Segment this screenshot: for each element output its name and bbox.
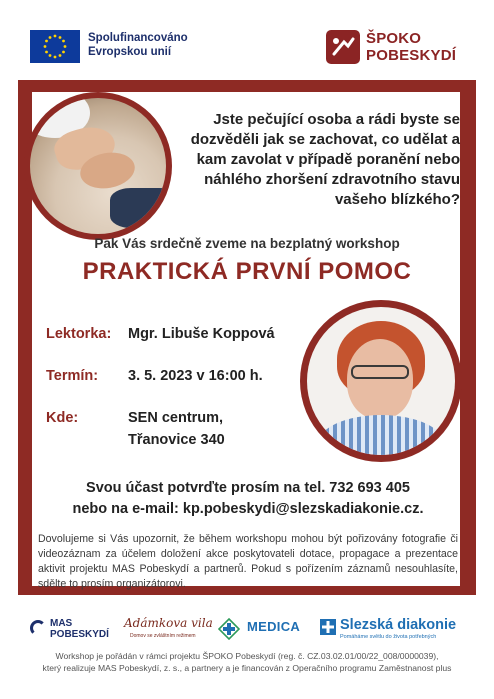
lecturer-value: Mgr. Libuše Koppová (128, 326, 275, 342)
footer-line-1: Workshop je pořádán v rámci projektu ŠPOKO Pobeskydí (reg. č. CZ.03.02.01/00/22_008/0000039), (55, 651, 439, 661)
slezska-diakonie-logo-icon (320, 619, 336, 635)
confirm-email-line: nebo na e-mail: kp.pobeskydi@slezskadiakonie.cz. (72, 501, 424, 517)
spoko-line-1: ŠPOKO (366, 30, 422, 47)
spoko-line-2: POBESKYDÍ (366, 47, 457, 64)
slezska-diakonie-logo-text: Slezská diakonie (340, 617, 457, 633)
lecturer-label: Lektorka: (46, 326, 112, 342)
eu-cofinanced-text (88, 31, 188, 59)
eu-line-1: Spolufinancováno (88, 32, 188, 44)
place-value-line-1: SEN centrum, (128, 410, 224, 426)
adamkova-vila-subtitle: Domov se zvláštním režimem (130, 633, 196, 639)
invite-line: Pak Vás srdečně zveme na bezplatný workshop (94, 236, 400, 251)
mas-line-2: POBESKYDÍ (50, 629, 109, 640)
eu-flag-icon (30, 30, 80, 63)
date-label: Termín: (46, 368, 99, 384)
confirm-contact (38, 478, 458, 520)
mas-pobeskydi-logo-icon (30, 620, 46, 636)
medica-cross-icon (218, 618, 240, 640)
recording-notice: Dovolujeme si Vás upozornit, že během workshopu mohou být pořizovány fotografie či videozáznam za účelem doložení akce poskytovateli dotace, propagace a prezentace aktivit projektu MAS Pobeskydí a partnerů. Pokud s pořízením záznamů nesouhlasíte, sdělte to prosím organizátorovi. (38, 533, 458, 590)
eu-line-2: Evropskou unií (88, 46, 172, 58)
medica-logo-text: MEDICA (247, 619, 301, 634)
confirm-phone-line: Svou účast potvrďte prosím na tel. 732 693 405 (86, 480, 410, 496)
page-title: PRAKTICKÁ PRVNÍ POMOC (82, 258, 412, 285)
intro-question: Jste pečující osoba a rádi byste se dozvěděli jak se zachovat, co udělat a kam zavolat v případě poranění nebo náhlého zhoršení zdravotního stavu vašeho blízkého? (190, 111, 460, 208)
date-value: 3. 5. 2023 v 16:00 h. (128, 368, 263, 384)
spoko-logo-icon (326, 30, 360, 64)
adamkova-vila-logo: Adámkova vila (124, 616, 213, 630)
cpr-training-photo (24, 92, 172, 240)
footer-line-2: který realizuje MAS Pobeskydí, z. s., a partnery a je financován z Operačního programu Zaměstnanost plus (42, 663, 452, 673)
mas-pobeskydi-logo-text (50, 618, 109, 640)
footer-note (30, 650, 464, 674)
mas-line-1: MAS (50, 618, 73, 629)
place-label: Kde: (46, 410, 79, 426)
slezska-diakonie-subtitle: Pomáháme světlu do života potřebných (340, 634, 437, 640)
lecturer-photo (300, 300, 462, 462)
place-value-line-2: Třanovice 340 (128, 432, 225, 448)
spoko-logo-text (366, 30, 456, 64)
